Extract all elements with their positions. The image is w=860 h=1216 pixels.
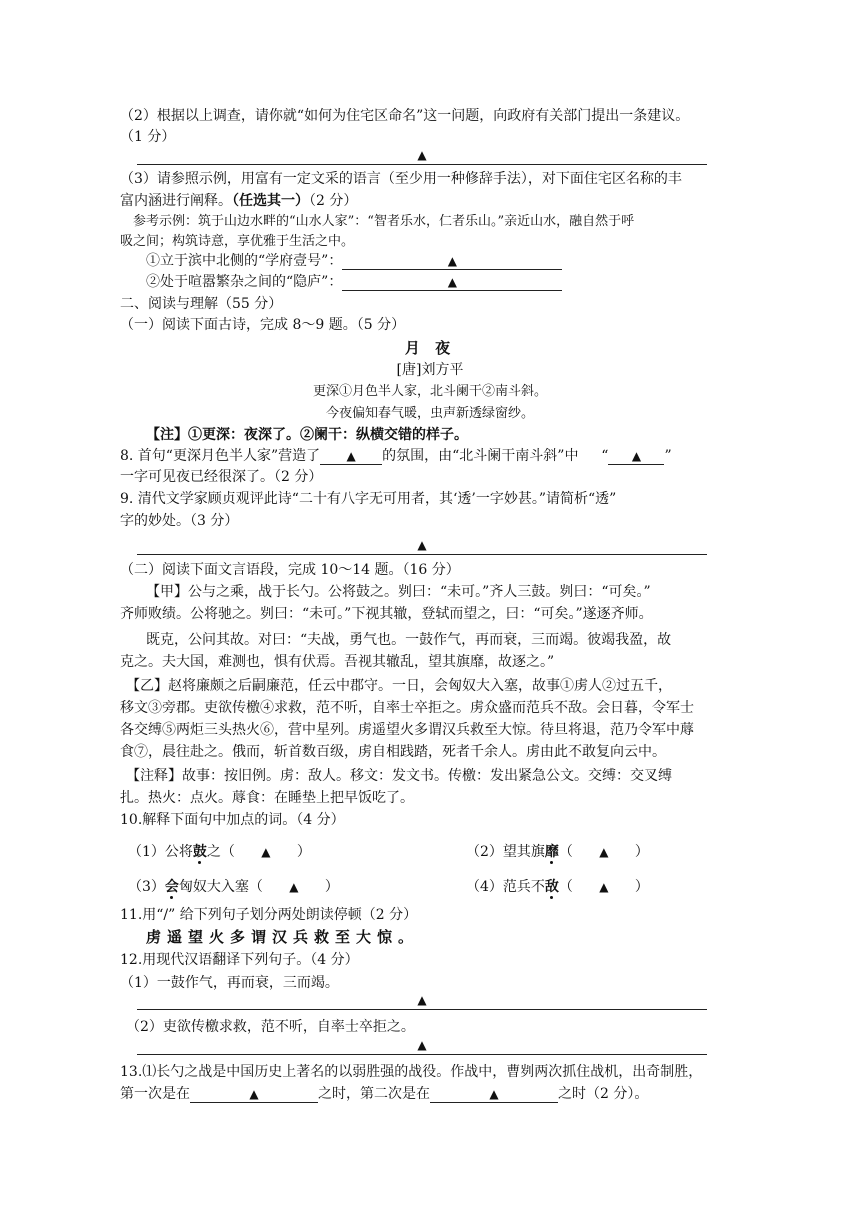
q10-item1-post: 之（: [206, 844, 235, 860]
q8-line2: 一字可见夜已经很深了。（2 分）: [120, 469, 323, 485]
q3-item2: [146, 272, 562, 292]
section2-title: 二、阅读与理解（55 分）: [120, 296, 283, 312]
triangle-marker-icon: ▲: [417, 993, 427, 1007]
q13-blank2[interactable]: [430, 1086, 558, 1103]
q2-line1: （2）根据以上调查，请你就“如何为住宅区命名”这一问题，向政府有关部门提出一条建议。: [120, 108, 690, 124]
triangle-marker-icon: ▲: [289, 880, 299, 894]
q13-blank1[interactable]: [190, 1086, 318, 1103]
q3-points: （2 分）: [309, 193, 358, 209]
jia-line2: 齐师败绩。公将驰之。刿曰：“未可。”下视其辙，登轼而望之，曰：“可矣。”遂逐齐师。: [120, 606, 653, 622]
jia-line3: 既克，公问其故。对曰：“夫战，勇气也。一鼓作气，再而衰，三而竭。彼竭我盈，故: [146, 632, 672, 648]
q3-item1-label: ①立于滨中北侧的“学府壹号”：: [146, 253, 343, 269]
q10-item2-dotted-word: 靡: [544, 844, 559, 860]
q10-item3-answer[interactable]: [263, 877, 325, 897]
q2-line2: （1 分）: [120, 129, 176, 145]
triangle-marker-icon: ▲: [489, 1087, 499, 1101]
triangle-marker-icon: ▲: [417, 1038, 427, 1052]
q8-text-a: 8. 首句“更深月色半人家”营造了: [120, 448, 321, 464]
poem-line2: 今夜偏知春气暖，虫声新透绿窗纱。: [325, 406, 534, 421]
q9-answer-line[interactable]: [137, 538, 707, 555]
q12-sentence2: （2）吏欲传檄求救，范不听，自率士卒拒之。: [126, 1019, 415, 1035]
q10-item4: [466, 877, 649, 897]
q3-line1: （3）请参照示例，用富有一定文采的语言（至少用一种修辞手法），对下面住宅区名称的丰: [120, 171, 682, 187]
q10-item2-answer[interactable]: [573, 842, 635, 862]
q10-item3-post: 匈奴大入塞（: [178, 879, 263, 895]
q8-blank1[interactable]: [320, 448, 382, 465]
notes-line1: 【注释】故事：按旧例。虏：敌人。移文：发文书。传檄：发出紧急公文。交缚：交叉缚: [126, 768, 672, 784]
q10-item3-pre: （3）: [128, 879, 165, 895]
q8-blank2[interactable]: [608, 448, 664, 465]
q8-line1: [120, 446, 672, 466]
q10-item3-dotted-word: 会: [164, 879, 179, 895]
yi-line3: 各交缚⑤两炬三头热火⑥，营中星列。虏遥望火多谓汉兵救至大惊。待旦将退，范乃令军中蓐: [120, 722, 694, 738]
q10-item1-pre: （1）公将: [128, 844, 193, 860]
triangle-marker-icon: ▲: [599, 880, 609, 894]
q13-line2: [120, 1084, 648, 1104]
q3-example-line2: 吸之间；构筑诗意，享优雅于生活之中。: [120, 234, 355, 249]
jia-line1: 【甲】公与之乘，战于长勺。公将鼓之。刿曰：“未可。”齐人三鼓。刿曰：“可矣。”: [146, 584, 651, 600]
q3-line2-text: 富内涵进行阐释。: [120, 193, 232, 209]
triangle-marker-icon: ▲: [447, 275, 457, 289]
triangle-marker-icon: ▲: [417, 148, 427, 162]
poem-line1: 更深①月色半人家，北斗阑干②南斗斜。: [312, 384, 547, 399]
q10-item4-answer[interactable]: [573, 877, 635, 897]
yi-line2: 移文③旁郡。吏欲传檄④求救，范不听，自率士卒拒之。虏众盛而范兵不敌。会日暮，令军士: [120, 700, 694, 716]
jia-line4: 克之。夫大国，难测也，惧有伏焉。吾视其辙乱，望其旗靡，故逐之。”: [120, 654, 555, 670]
q3-item2-label: ②处于喧嚣繁杂之间的“隐庐”：: [146, 274, 343, 290]
q3-item1: [146, 251, 562, 271]
q10-item1-close: ）: [296, 844, 311, 860]
yi-line1: 【乙】赵将廉颇之后嗣廉范，任云中郡守。一日，会匈奴大入塞，故事①虏人②过五千，: [126, 678, 672, 694]
q10-item1-dotted-word: 鼓: [192, 844, 207, 860]
q10-item2-close: ）: [634, 844, 649, 860]
section2-part1-title: （一）阅读下面古诗，完成 8～9 题。（5 分）: [120, 317, 406, 333]
poem-note: 【注】①更深：夜深了。②阑干：纵横交错的样子。: [146, 427, 468, 443]
q13-text-a: 第一次是在: [120, 1086, 190, 1102]
q12-answer-line1[interactable]: [137, 993, 707, 1010]
q2-answer-line[interactable]: [137, 148, 707, 165]
q10-item1: [128, 842, 311, 862]
q3-example-line1: 参考示例：筑于山边水畔的“山水人家”：“智者乐水，仁者乐山。”亲近山水，融自然于呼: [133, 214, 635, 229]
triangle-marker-icon: ▲: [417, 538, 427, 552]
q12-answer-line2[interactable]: [137, 1038, 707, 1055]
q10-item4-dotted-word: 敌: [544, 879, 559, 895]
q11-sentence[interactable]: 虏遥望火多谓汉兵救至大惊。: [146, 928, 420, 946]
triangle-marker-icon: ▲: [631, 449, 642, 463]
notes-line2: 扎。热火：点火。蓐食：在睡垫上把早饭吃了。: [120, 790, 414, 806]
q9-line1: 9. 清代文学家顾贞观评此诗“二十有八字无可用者，其‘透’一字妙甚。”请简析“透”: [120, 491, 617, 507]
q12-title: 12.用现代汉语翻译下列句子。（4 分）: [120, 952, 359, 968]
q3-item1-answer[interactable]: [342, 253, 562, 270]
q10-item4-close: ）: [634, 879, 649, 895]
triangle-marker-icon: ▲: [346, 449, 356, 463]
q10-item2: [466, 842, 649, 862]
q10-item2-pre: （2）望其旗: [466, 844, 545, 860]
triangle-marker-icon: ▲: [599, 845, 609, 859]
q10-title: 10.解释下面句中加点的词。（4 分）: [120, 812, 345, 828]
q10-item3: [128, 877, 339, 897]
q3-line2: [120, 191, 357, 211]
poem-author: [唐]刘方平: [396, 362, 464, 378]
q10-item2-post: （: [558, 844, 573, 860]
q10-item4-pre: （4）范兵不: [466, 879, 545, 895]
q3-choose-one: （任选其一）: [232, 193, 309, 209]
q3-item2-answer[interactable]: [342, 274, 562, 291]
poem-title: 月 夜: [404, 339, 456, 357]
q8-quote-close: ”: [664, 448, 672, 464]
q10-item3-close: ）: [324, 879, 339, 895]
q10-item1-answer[interactable]: [235, 842, 297, 862]
q8-text-b: 的氛围，由“北斗阑干南斗斜”中: [382, 448, 579, 464]
q11-title: 11.用“/” 给下列句子划分两处朗读停顿（2 分）: [120, 907, 418, 923]
q8-quote-open: “: [601, 448, 609, 464]
q13-text-b: 之时，第二次是在: [318, 1086, 430, 1102]
q13-line1: 13.⑴长勺之战是中国历史上著名的以弱胜强的战役。作战中，曹刿两次抓住战机，出奇制胜，: [120, 1064, 703, 1080]
q13-text-c: 之时（2 分）。: [558, 1086, 649, 1102]
q12-sentence1: （1）一鼓作气，再而衰，三而竭。: [120, 975, 339, 991]
triangle-marker-icon: ▲: [261, 845, 271, 859]
yi-line4: 食⑦，晨往赴之。俄而，斩首数百级，虏自相践踏，死者千余人。虏由此不敢复向云中。: [120, 744, 666, 760]
q10-item4-post: （: [558, 879, 573, 895]
q9-line2: 字的妙处。（3 分）: [120, 513, 239, 529]
triangle-marker-icon: ▲: [249, 1087, 259, 1101]
part2-title: （二）阅读下面文言语段，完成 10～14 题。（16 分）: [120, 562, 460, 578]
triangle-marker-icon: ▲: [447, 254, 457, 268]
